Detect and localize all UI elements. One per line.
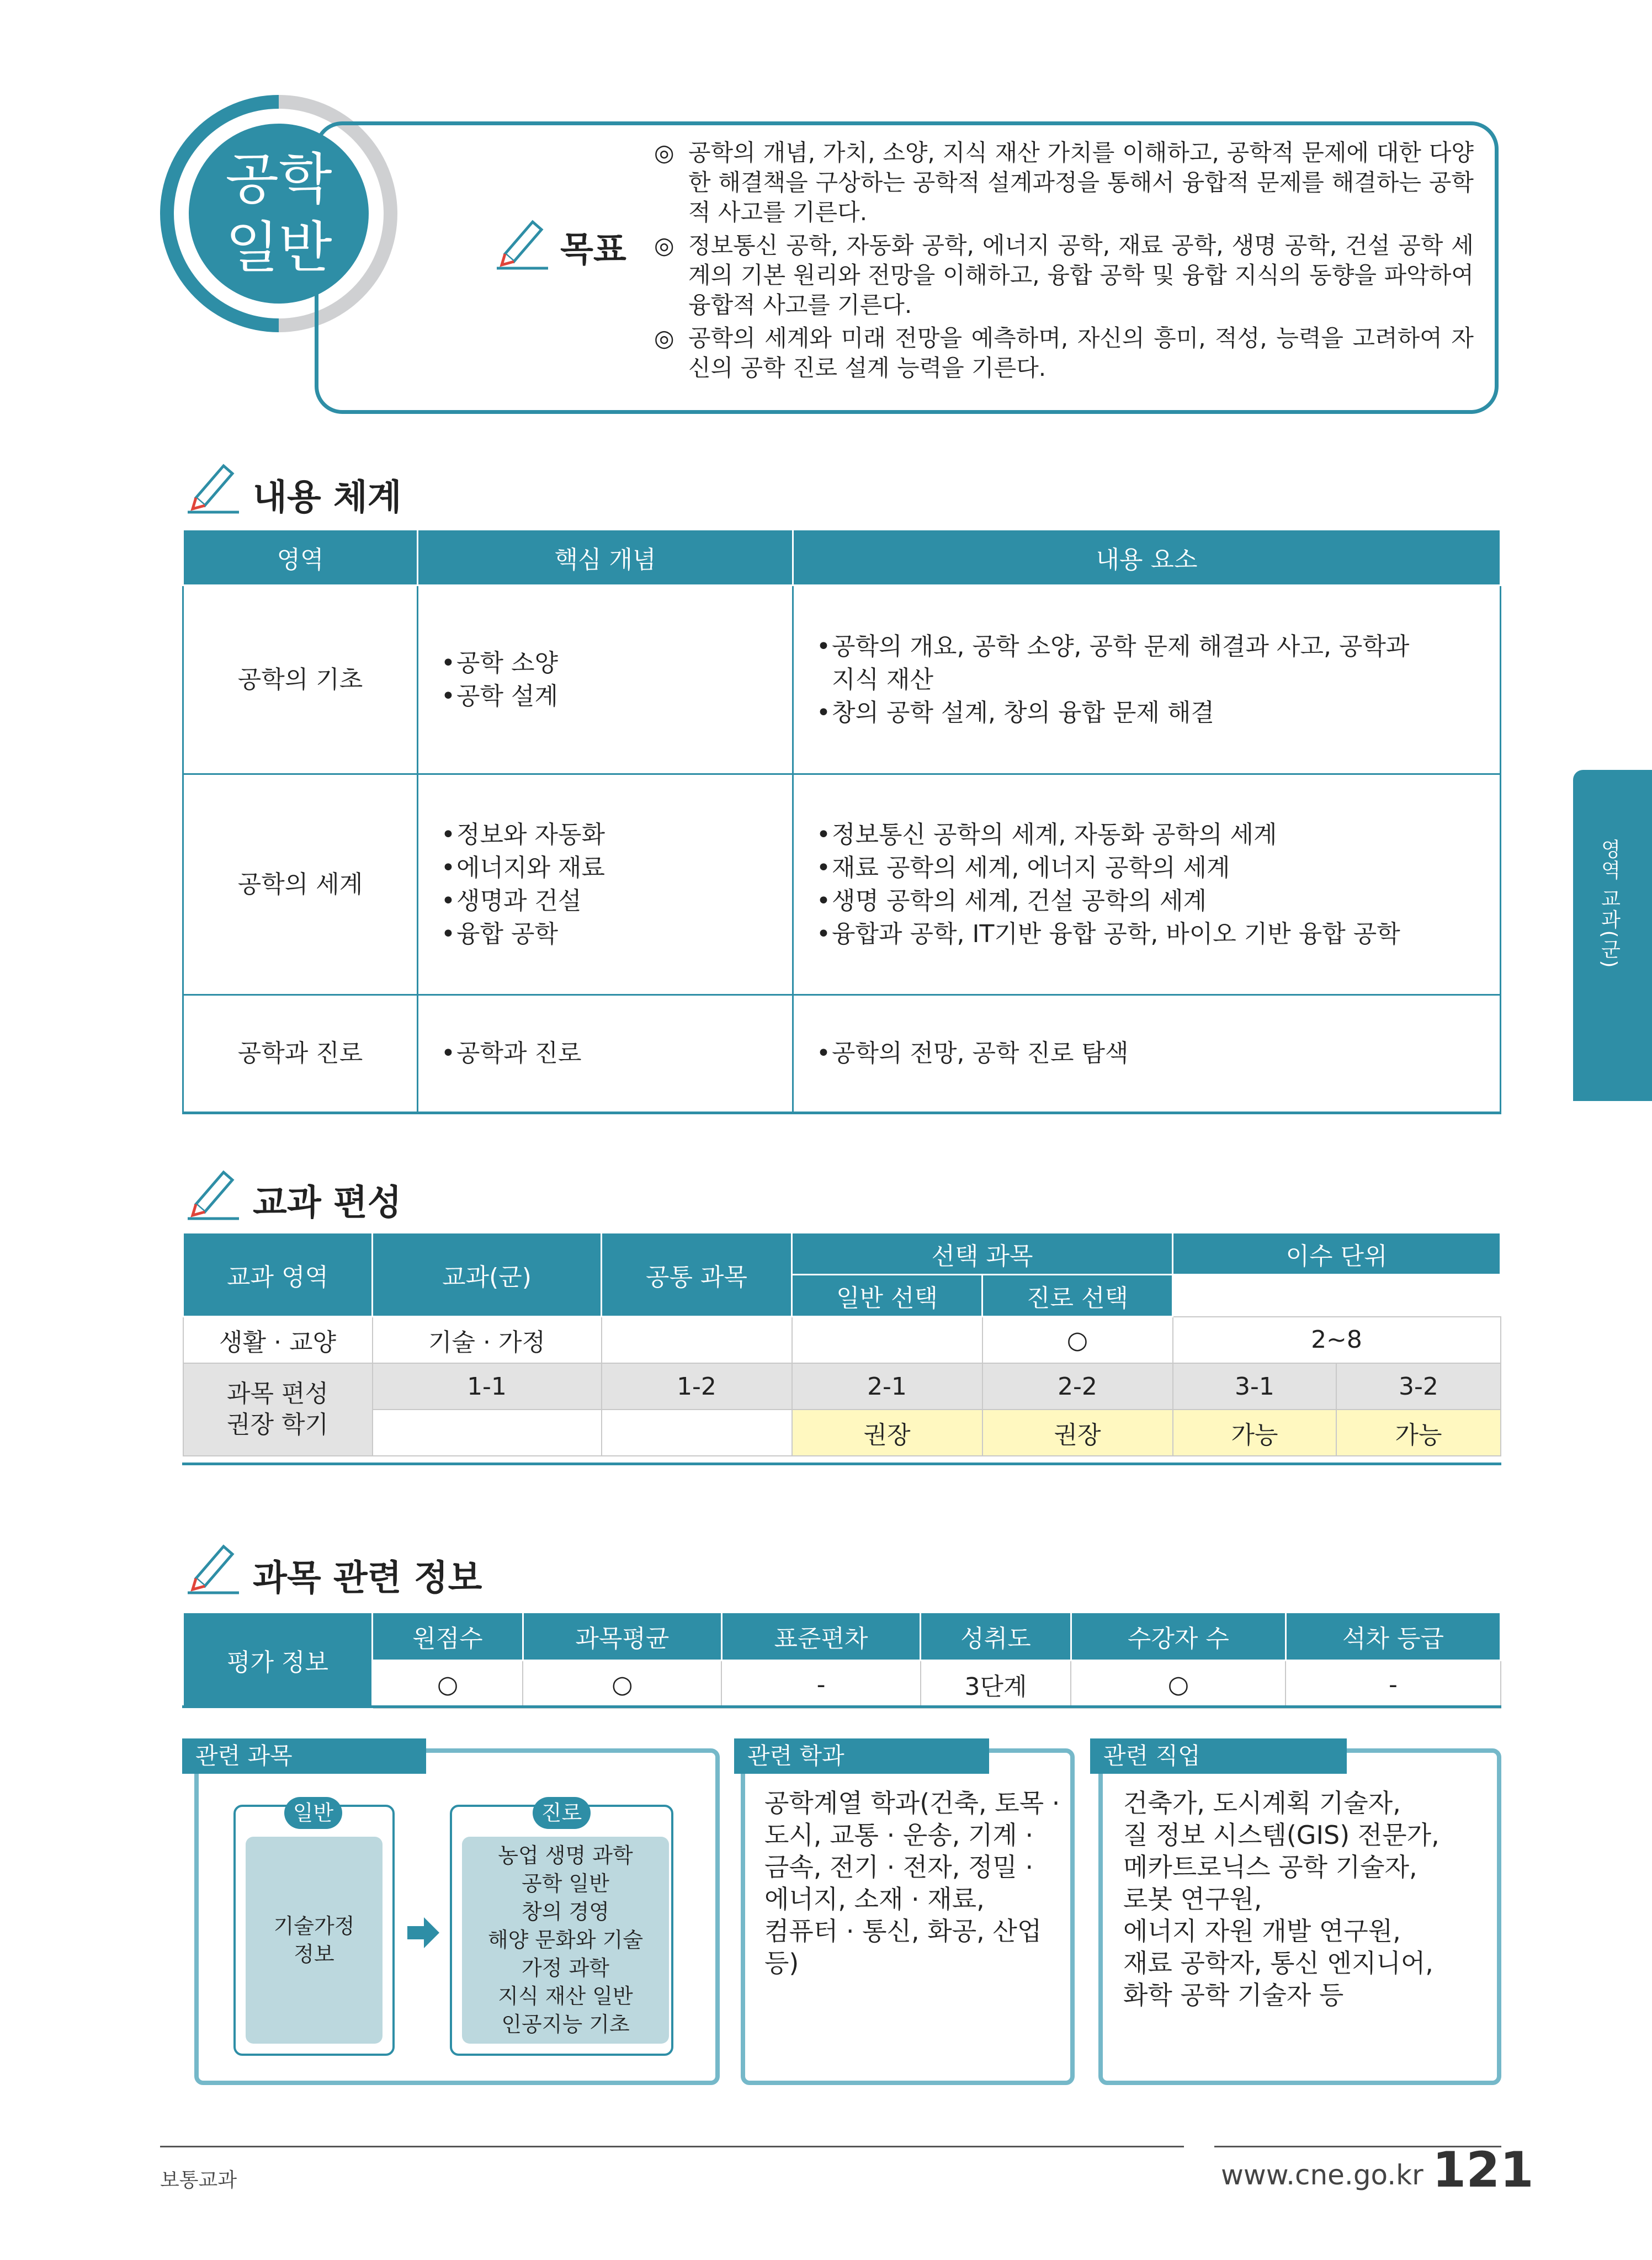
col-header: 선택 과목: [792, 1233, 1173, 1275]
concepts-cell: • 공학과 진로: [418, 995, 793, 1113]
related-subjects-tab: 관련 과목: [182, 1738, 426, 1774]
col-header: 표준편차: [721, 1613, 920, 1661]
goal-item: ◎ 정보통신 공학, 자동화 공학, 에너지 공학, 재료 공학, 생명 공학, 건설 공학 세계의 기본 원리와 전망을 이해하고, 융합 공학 및 융합 지식의 동향을 파악하여 융합적 사고를 기른다.: [654, 232, 1474, 318]
pencil-icon: [494, 215, 549, 270]
col-header: 이수 단위: [1173, 1233, 1501, 1275]
elements-cell: • 정보통신 공학의 세계, 자동화 공학의 세계 • 재료 공학의 세계, 에너지 공학의 세계 • 생명 공학의 세계, 건설 공학의 세계 • 융합과 공학, IT기반 융합 공학, 바이오 기반 융합 공학: [793, 774, 1501, 995]
subject-title: [189, 124, 369, 304]
section-title-content: 내용 체계: [253, 477, 402, 518]
eval-label: 평가 정보: [183, 1613, 373, 1709]
goal-list: [654, 138, 1474, 386]
general-subject-list: 기술가정 정보: [246, 1837, 383, 2044]
footer-url[interactable]: www.cne.go.kr: [1221, 2159, 1423, 2191]
elements-cell: • 공학의 개요, 공학 소양, 공학 문제 해결과 사고, 공학과 지식 재산 • 창의 공학 설계, 창의 융합 문제 해결: [793, 586, 1501, 774]
elements-cell: • 공학의 전망, 공학 진로 탐색: [793, 995, 1501, 1113]
col-header: 내용 요소: [793, 530, 1501, 586]
pencil-icon: [185, 459, 240, 514]
col-header: 교과(군): [373, 1233, 602, 1317]
table-row: [183, 995, 1501, 1113]
col-header: 과목평균: [523, 1613, 721, 1661]
subject-title-line2: 일반: [225, 215, 332, 280]
curriculum-table: [182, 1232, 1501, 1456]
related-depts-tab: 관련 학과: [734, 1738, 989, 1774]
footer-label: 보통교과: [160, 2169, 237, 2192]
goal-label: 목표: [560, 229, 626, 269]
goal-item: ◎ 공학의 세계와 미래 전망을 예측하며, 자신의 흥미, 적성, 능력을 고려하여 자신의 공학 진로 설계 능력을 기른다.: [654, 325, 1474, 381]
goal-item: ◎ 공학의 개념, 가치, 소양, 지식 재산 가치를 이해하고, 공학적 문제에 대한 다양한 해결책을 구상하는 공학적 설계과정을 통해서 융합적 문제를 해결하는 공학적 사고를 기른다.: [654, 139, 1474, 226]
page-number: 121: [1432, 2141, 1534, 2198]
table-row: ○ ○ - 3단계 ○ -: [183, 1661, 1501, 1709]
concepts-cell: • 공학 소양 • 공학 설계: [418, 586, 793, 774]
related-depts-text: 공학계열 학과(건축, 토목 · 도시, 교통 · 운송, 기계 · 금속, 전기 · 전자, 정밀 · 에너지, 소재 · 재료, 컴퓨터 · 통신, 화공, 산업 등): [764, 1788, 1060, 1978]
col-header: 수강자 수: [1071, 1613, 1286, 1661]
evaluation-table: [182, 1612, 1501, 1709]
arrow-right-icon: [407, 1917, 439, 1948]
col-header: 일반 선택: [792, 1275, 982, 1317]
table-row: 생활 · 교양 기술 · 가정 ○ 2~8: [183, 1317, 1501, 1364]
table-row: 과목 편성 권장 학기 1-1 1-2 2-1 2-2 3-1 3-2: [183, 1363, 1501, 1410]
section-title-curriculum: 교과 편성: [253, 1183, 402, 1224]
area-cell: 공학과 진로: [183, 995, 418, 1113]
table-row: [183, 586, 1501, 774]
section-title-info: 과목 관련 정보: [253, 1558, 482, 1599]
col-header: 핵심 개념: [418, 530, 793, 586]
related-jobs-text: 건축가, 도시계획 기술자, 질 정보 시스템(GIS) 전문가, 메카트로닉스 공학 기술자, 로봇 연구원, 에너지 자원 개발 연구원, 재료 공학자, 통신 엔지니어, 화학 공학 기술자 등: [1123, 1788, 1439, 2010]
table-row: [183, 774, 1501, 995]
semester-label: 과목 편성 권장 학기: [183, 1363, 373, 1456]
col-header: 석차 등급: [1286, 1613, 1500, 1661]
pencil-icon: [185, 1540, 240, 1595]
area-cell: 공학의 세계: [183, 774, 418, 995]
concepts-cell: • 정보와 자동화 • 에너지와 재료 • 생명과 건설 • 융합 공학: [418, 774, 793, 995]
col-header: 영역: [183, 530, 418, 586]
col-header: 공통 과목: [602, 1233, 792, 1317]
career-pill: 진로: [533, 1797, 591, 1829]
career-subject-list: 농업 생명 과학 공학 일반 창의 경영 해양 문화와 기술 가정 과학 지식 재산 일반 인공지능 기초: [462, 1837, 669, 2044]
general-pill: 일반: [284, 1797, 342, 1829]
table-row: 권장 권장 가능 가능: [183, 1410, 1501, 1456]
col-header: 교과 영역: [183, 1233, 373, 1317]
side-tab-label: 영역 교과(군): [1598, 839, 1621, 969]
area-cell: 공학의 기초: [183, 586, 418, 774]
col-header: 성취도: [921, 1613, 1071, 1661]
col-header: 진로 선택: [982, 1275, 1173, 1317]
related-jobs-tab: 관련 직업: [1090, 1738, 1347, 1774]
pencil-icon: [185, 1166, 240, 1221]
subject-title-line1: 공학: [225, 147, 332, 211]
col-header: 원점수: [373, 1613, 523, 1661]
content-system-table: [182, 529, 1501, 1114]
